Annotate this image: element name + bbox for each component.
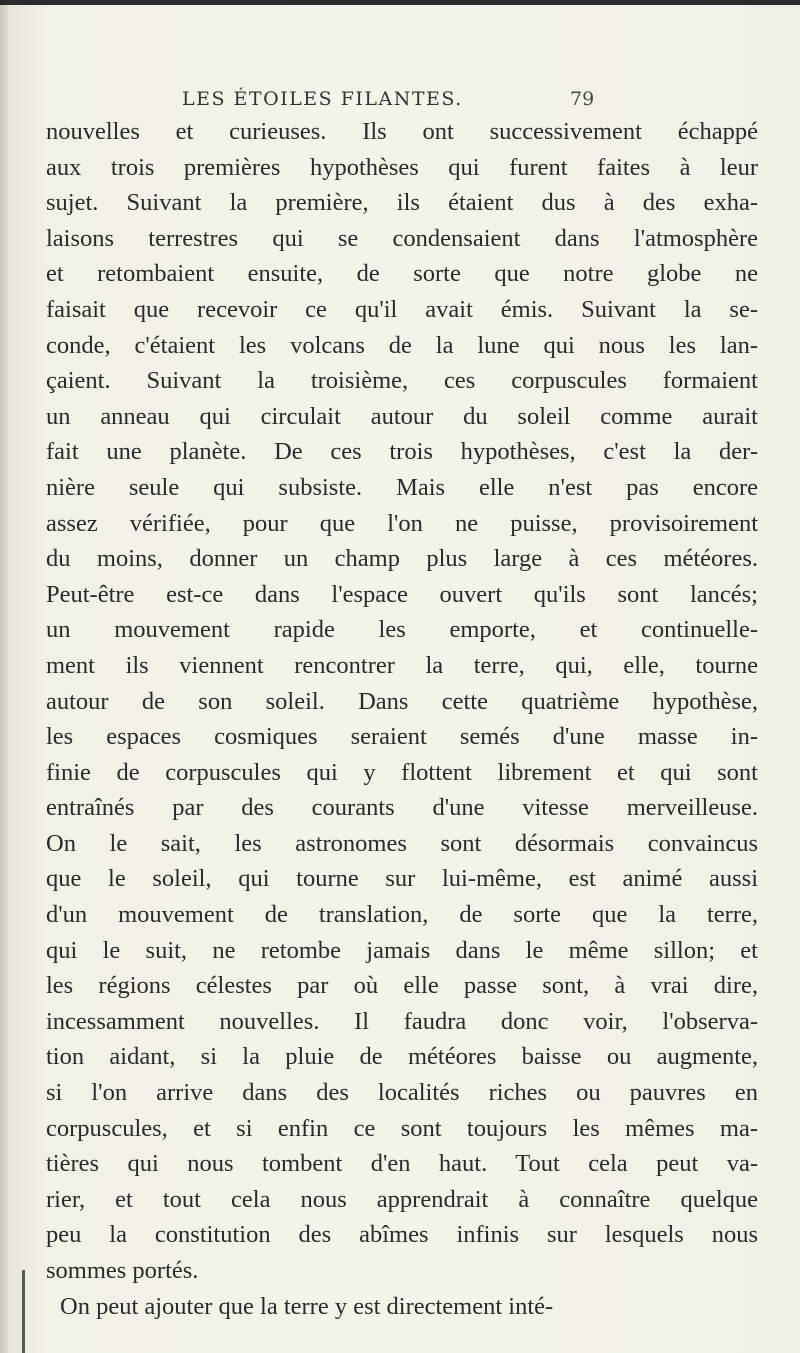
running-head: LES ÉTOILES FILANTES.: [182, 88, 463, 110]
text-line: On le sait, les astronomes sont désormais convaincus: [46, 829, 758, 857]
page-top-edge: [0, 0, 800, 5]
text-line: incessamment nouvelles. Il faudra donc voir, l'observa-: [46, 1007, 758, 1035]
text-line: tion aidant, si la pluie de météores baisse ou augmente,: [46, 1043, 758, 1071]
text-line: nière seule qui subsiste. Mais elle n'est pas encore: [46, 473, 758, 501]
text-line: Peut-être est-ce dans l'espace ouvert qu'ils sont lancés;: [46, 580, 758, 608]
text-line: autour de son soleil. Dans cette quatrième hypothèse,: [46, 687, 758, 715]
text-line: du moins, donner un champ plus large à ces météores.: [46, 545, 758, 573]
binding-shadow: [0, 5, 10, 1353]
text-line: les régions célestes par où elle passe sont, à vrai dire,: [46, 972, 758, 1000]
text-line: laisons terrestres qui se condensaient dans l'atmosphère: [46, 224, 758, 252]
text-line: assez vérifiée, pour que l'on ne puisse, provisoirement: [46, 509, 758, 537]
text-line: un mouvement rapide les emporte, et continuelle-: [46, 616, 758, 644]
text-line: et retombaient ensuite, de sorte que notre globe ne: [46, 260, 758, 288]
text-line: tières qui nous tombent d'en haut. Tout cela peut va-: [46, 1150, 758, 1178]
text-line: entraînés par des courants d'une vitesse merveilleuse.: [46, 794, 758, 822]
text-line: un anneau qui circulait autour du soleil comme aurait: [46, 402, 758, 430]
text-line: çaient. Suivant la troisième, ces corpuscules formaient: [46, 367, 758, 395]
text-line: nouvelles et curieuses. Ils ont successivement échappé: [46, 118, 758, 145]
text-line: sujet. Suivant la première, ils étaient dus à des exha-: [46, 189, 758, 217]
text-line: si l'on arrive dans des localités riches ou pauvres en: [46, 1079, 758, 1107]
text-line: d'un mouvement de translation, de sorte que la terre,: [46, 901, 758, 929]
body-text: [46, 114, 758, 1324]
text-line: On peut ajouter que la terre y est directement inté-: [60, 1292, 554, 1320]
text-line: peu la constitution des abîmes infinis sur lesquels nous: [46, 1221, 758, 1249]
text-line: rier, et tout cela nous apprendrait à connaître quelque: [46, 1185, 758, 1213]
text-line: qui le suit, ne retombe jamais dans le même sillon; et: [46, 936, 758, 964]
text-line: faisait que recevoir ce qu'il avait émis. Suivant la se-: [46, 295, 758, 323]
text-line: conde, c'étaient les volcans de la lune qui nous les lan-: [46, 331, 758, 359]
text-line: ment ils viennent rencontrer la terre, qui, elle, tourne: [46, 651, 758, 679]
page-number: 79: [570, 88, 595, 110]
text-line: sommes portés.: [46, 1257, 199, 1284]
text-line: les espaces cosmiques seraient semés d'une masse in-: [46, 723, 758, 751]
text-line: aux trois premières hypothèses qui furent faites à leur: [46, 153, 758, 181]
text-line: que le soleil, qui tourne sur lui-même, est animé aussi: [46, 865, 758, 893]
text-line: corpuscules, et si enfin ce sont toujours les mêmes ma-: [46, 1114, 758, 1142]
text-line: fait une planète. De ces trois hypothèses, c'est la der-: [46, 438, 758, 466]
text-line: finie de corpuscules qui y flottent librement et qui sont: [46, 758, 758, 786]
gutter-mark: [22, 1270, 25, 1353]
